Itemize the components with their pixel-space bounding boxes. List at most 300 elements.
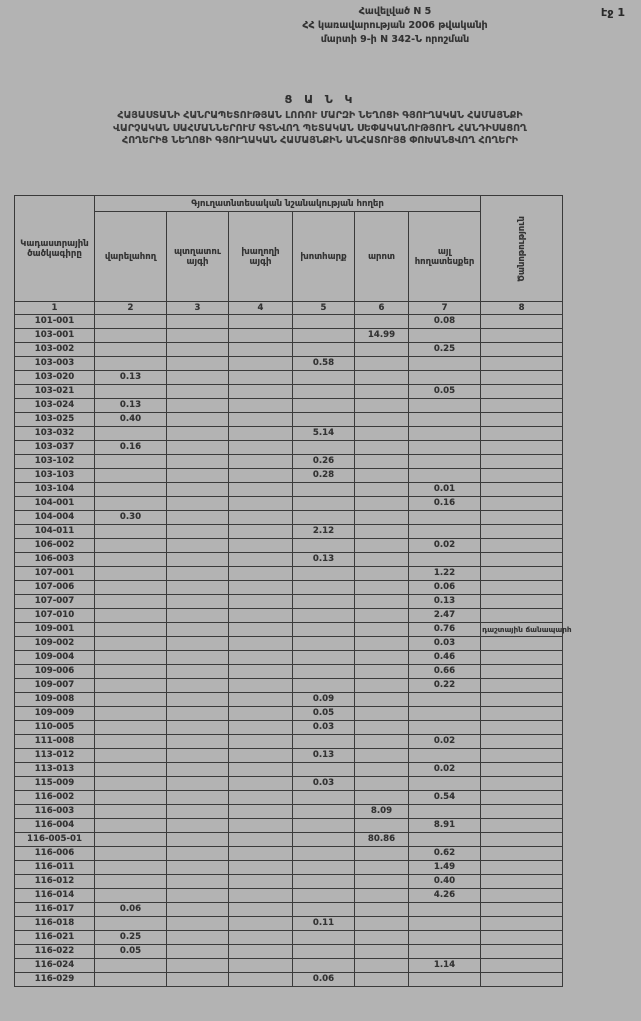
cell-other-lands: 0.22 (409, 679, 481, 693)
cell-note (481, 567, 563, 581)
cell-hayfield: 0.13 (293, 553, 355, 567)
cell-arable: 0.13 (95, 399, 167, 413)
cell-other-lands (409, 511, 481, 525)
column-number-row (15, 302, 563, 315)
cell-pasture (355, 357, 409, 371)
table-row (15, 917, 563, 931)
cell-note (481, 973, 563, 987)
cell-arable (95, 763, 167, 777)
cell-other-lands (409, 455, 481, 469)
cell-vineyard (229, 595, 293, 609)
cell-code: 116-006 (15, 847, 95, 861)
cell-arable: 0.13 (95, 371, 167, 385)
cell-orchard (167, 567, 229, 581)
cell-pasture (355, 735, 409, 749)
table-row (15, 441, 563, 455)
cell-vineyard (229, 581, 293, 595)
cell-other-lands (409, 357, 481, 371)
cell-code: 116-021 (15, 931, 95, 945)
cell-code: 103-102 (15, 455, 95, 469)
cell-note (481, 777, 563, 791)
cell-note (481, 931, 563, 945)
cell-vineyard (229, 889, 293, 903)
cell-note (481, 749, 563, 763)
cell-vineyard (229, 777, 293, 791)
cell-note (481, 483, 563, 497)
cell-hayfield (293, 833, 355, 847)
cell-orchard (167, 329, 229, 343)
cell-note (481, 441, 563, 455)
table-row (15, 329, 563, 343)
cell-note (481, 693, 563, 707)
cell-hayfield: 0.03 (293, 721, 355, 735)
cell-pasture (355, 917, 409, 931)
cell-hayfield (293, 329, 355, 343)
table-row (15, 931, 563, 945)
cell-arable (95, 357, 167, 371)
cell-arable (95, 777, 167, 791)
cell-code: 113-013 (15, 763, 95, 777)
column-number-3: 3 (167, 302, 229, 315)
appendix-header-line1: Հավելված N 5 (358, 6, 432, 17)
cell-orchard (167, 497, 229, 511)
cell-pasture (355, 455, 409, 469)
subheader-col-3: պտղատու այգի (167, 212, 229, 302)
cell-orchard (167, 679, 229, 693)
cell-other-lands (409, 693, 481, 707)
cell-pasture: 80.86 (355, 833, 409, 847)
cell-hayfield (293, 763, 355, 777)
cell-hayfield: 0.28 (293, 469, 355, 483)
table-row (15, 665, 563, 679)
cell-hayfield (293, 959, 355, 973)
cell-orchard (167, 847, 229, 861)
cell-orchard (167, 385, 229, 399)
table-row (15, 413, 563, 427)
cell-hayfield: 0.09 (293, 693, 355, 707)
cell-other-lands: 0.01 (409, 483, 481, 497)
cell-note (481, 497, 563, 511)
cell-code: 116-029 (15, 973, 95, 987)
header-note-rotated (481, 196, 563, 302)
cell-vineyard (229, 567, 293, 581)
cell-pasture (355, 651, 409, 665)
cell-code: 103-003 (15, 357, 95, 371)
cell-hayfield: 5.14 (293, 427, 355, 441)
table-row (15, 833, 563, 847)
cell-arable (95, 665, 167, 679)
table-row (15, 623, 563, 637)
cell-code: 103-020 (15, 371, 95, 385)
cell-vineyard (229, 847, 293, 861)
cell-arable (95, 721, 167, 735)
cell-note (481, 539, 563, 553)
cell-pasture (355, 553, 409, 567)
cell-pasture (355, 413, 409, 427)
cell-code: 107-001 (15, 567, 95, 581)
cell-note (481, 469, 563, 483)
cell-other-lands (409, 469, 481, 483)
cell-other-lands (409, 973, 481, 987)
cell-orchard (167, 693, 229, 707)
cell-pasture (355, 609, 409, 623)
cell-pasture (355, 623, 409, 637)
cell-orchard (167, 581, 229, 595)
cell-note (481, 889, 563, 903)
cell-code: 116-018 (15, 917, 95, 931)
cell-hayfield (293, 581, 355, 595)
cell-orchard (167, 945, 229, 959)
cell-note (481, 665, 563, 679)
cell-note (481, 791, 563, 805)
appendix-header-line2: ՀՀ կառավարության 2006 թվականի (302, 20, 488, 31)
cell-hayfield (293, 539, 355, 553)
cell-note (481, 721, 563, 735)
cell-orchard (167, 805, 229, 819)
cell-code: 116-005-01 (15, 833, 95, 847)
cell-orchard (167, 595, 229, 609)
cell-code: 109-007 (15, 679, 95, 693)
cell-vineyard (229, 861, 293, 875)
table-row (15, 483, 563, 497)
column-number-2: 2 (95, 302, 167, 315)
cell-hayfield: 0.03 (293, 777, 355, 791)
cell-vineyard (229, 469, 293, 483)
cell-other-lands (409, 525, 481, 539)
cell-other-lands: 0.16 (409, 497, 481, 511)
cell-other-lands (409, 399, 481, 413)
table-row (15, 497, 563, 511)
cell-orchard (167, 511, 229, 525)
cell-arable (95, 609, 167, 623)
cell-arable (95, 427, 167, 441)
cell-other-lands: 0.03 (409, 637, 481, 651)
cell-orchard (167, 357, 229, 371)
cell-arable (95, 693, 167, 707)
cell-arable (95, 553, 167, 567)
cell-arable (95, 735, 167, 749)
cell-other-lands: 0.05 (409, 385, 481, 399)
cell-note (481, 903, 563, 917)
cell-pasture (355, 497, 409, 511)
cell-arable (95, 497, 167, 511)
cell-pasture (355, 441, 409, 455)
cell-arable: 0.25 (95, 931, 167, 945)
table-row (15, 749, 563, 763)
cell-orchard (167, 889, 229, 903)
cell-hayfield: 0.05 (293, 707, 355, 721)
table-row (15, 357, 563, 371)
subtitle-line2: ՎԱՐՉԱԿԱՆ ՍԱՀՄԱՆՆԵՐՈՒՄ ԳՏՆՎՈՂ ՊԵՏԱԿԱՆ ՍԵՓԱԿԱՆՈՒԹՅՈՒՆ ՀԱՆԴԻՍԱՑՈՂ (113, 122, 527, 134)
cell-hayfield (293, 343, 355, 357)
subheader-col-6: արոտ (355, 212, 409, 302)
cell-other-lands (409, 371, 481, 385)
table-row (15, 315, 563, 329)
table-row (15, 889, 563, 903)
cell-pasture (355, 427, 409, 441)
cell-other-lands: 0.76 (409, 623, 481, 637)
cell-vineyard (229, 637, 293, 651)
cell-code: 109-001 (15, 623, 95, 637)
cell-other-lands: 1.22 (409, 567, 481, 581)
cell-note (481, 735, 563, 749)
cell-code: 109-004 (15, 651, 95, 665)
cell-code: 103-001 (15, 329, 95, 343)
table-row (15, 819, 563, 833)
cell-hayfield: 0.06 (293, 973, 355, 987)
cell-vineyard (229, 819, 293, 833)
cell-arable (95, 819, 167, 833)
table-row (15, 637, 563, 651)
cell-orchard (167, 623, 229, 637)
cell-arable: 0.40 (95, 413, 167, 427)
cell-note (481, 455, 563, 469)
cell-arable (95, 875, 167, 889)
table-row (15, 595, 563, 609)
cell-hayfield (293, 483, 355, 497)
cell-pasture: 8.09 (355, 805, 409, 819)
cell-other-lands: 8.91 (409, 819, 481, 833)
cell-vineyard (229, 931, 293, 945)
cell-note (481, 315, 563, 329)
column-number-4: 4 (229, 302, 293, 315)
cell-code: 107-007 (15, 595, 95, 609)
cell-code: 103-025 (15, 413, 95, 427)
cell-pasture (355, 483, 409, 497)
table-row (15, 959, 563, 973)
cell-note (481, 525, 563, 539)
cell-pasture (355, 525, 409, 539)
table-row (15, 721, 563, 735)
cell-pasture (355, 777, 409, 791)
cell-vineyard (229, 385, 293, 399)
cell-other-lands: 0.25 (409, 343, 481, 357)
cell-pasture (355, 315, 409, 329)
cell-pasture (355, 707, 409, 721)
cell-other-lands (409, 777, 481, 791)
cell-arable (95, 623, 167, 637)
table-row (15, 385, 563, 399)
table-row (15, 343, 563, 357)
cell-hayfield (293, 385, 355, 399)
cell-vineyard (229, 945, 293, 959)
cell-other-lands: 0.62 (409, 847, 481, 861)
cell-vineyard (229, 511, 293, 525)
cell-note (481, 399, 563, 413)
cell-orchard (167, 371, 229, 385)
cell-vineyard (229, 483, 293, 497)
cell-arable (95, 525, 167, 539)
cell-code: 106-003 (15, 553, 95, 567)
cell-pasture (355, 595, 409, 609)
cell-pasture (355, 637, 409, 651)
cell-note (481, 651, 563, 665)
cell-note (481, 385, 563, 399)
cell-other-lands (409, 553, 481, 567)
cell-arable (95, 567, 167, 581)
cell-vineyard (229, 539, 293, 553)
cell-note (481, 847, 563, 861)
cell-pasture (355, 679, 409, 693)
cell-pasture (355, 819, 409, 833)
cell-hayfield (293, 889, 355, 903)
table-row (15, 679, 563, 693)
table-row (15, 511, 563, 525)
cell-hayfield (293, 511, 355, 525)
cell-pasture (355, 875, 409, 889)
cell-vineyard (229, 357, 293, 371)
cell-note (481, 427, 563, 441)
cell-other-lands (409, 917, 481, 931)
cell-hayfield (293, 805, 355, 819)
cell-arable (95, 889, 167, 903)
cell-arable (95, 343, 167, 357)
column-number-6: 6 (355, 302, 409, 315)
cell-code: 116-017 (15, 903, 95, 917)
cell-pasture (355, 973, 409, 987)
cell-code: 116-014 (15, 889, 95, 903)
cell-orchard (167, 609, 229, 623)
cell-vineyard (229, 679, 293, 693)
cell-hayfield: 2.12 (293, 525, 355, 539)
cell-other-lands (409, 441, 481, 455)
cell-note: դաշտային ճանապարհ (481, 623, 563, 637)
cell-orchard (167, 819, 229, 833)
cell-hayfield (293, 567, 355, 581)
cell-vineyard (229, 623, 293, 637)
cell-vineyard (229, 665, 293, 679)
cell-code: 109-002 (15, 637, 95, 651)
cell-note (481, 833, 563, 847)
cell-code: 103-002 (15, 343, 95, 357)
cell-orchard (167, 455, 229, 469)
cell-vineyard (229, 413, 293, 427)
cell-other-lands (409, 805, 481, 819)
cell-arable (95, 651, 167, 665)
table-row (15, 805, 563, 819)
cell-pasture (355, 791, 409, 805)
table-row (15, 651, 563, 665)
cell-other-lands (409, 931, 481, 945)
cell-hayfield (293, 875, 355, 889)
cell-code: 116-003 (15, 805, 95, 819)
table-row (15, 861, 563, 875)
cell-arable (95, 973, 167, 987)
subheader-col-5: խոտհարք (293, 212, 355, 302)
cell-other-lands (409, 749, 481, 763)
cell-orchard (167, 777, 229, 791)
cell-vineyard (229, 497, 293, 511)
cell-hayfield: 0.58 (293, 357, 355, 371)
cell-vineyard (229, 427, 293, 441)
cell-orchard (167, 707, 229, 721)
document-title: Ց Ա Ն Կ (284, 93, 357, 106)
cell-orchard (167, 637, 229, 651)
header-cadastral-code: Կադաստրային ծածկագիրը (15, 196, 95, 302)
cell-code: 111-008 (15, 735, 95, 749)
cell-other-lands (409, 329, 481, 343)
cell-arable (95, 959, 167, 973)
cell-code: 113-012 (15, 749, 95, 763)
column-number-5: 5 (293, 302, 355, 315)
cell-arable (95, 833, 167, 847)
cell-code: 109-009 (15, 707, 95, 721)
cell-arable (95, 637, 167, 651)
cell-hayfield (293, 497, 355, 511)
table-row (15, 847, 563, 861)
table-row (15, 763, 563, 777)
cell-code: 104-011 (15, 525, 95, 539)
cell-other-lands: 1.49 (409, 861, 481, 875)
cell-other-lands: 0.40 (409, 875, 481, 889)
cell-vineyard (229, 371, 293, 385)
cell-pasture (355, 903, 409, 917)
cell-orchard (167, 427, 229, 441)
cell-orchard (167, 931, 229, 945)
cell-hayfield (293, 679, 355, 693)
cell-pasture (355, 721, 409, 735)
cell-code: 107-006 (15, 581, 95, 595)
cell-other-lands (409, 945, 481, 959)
table-row (15, 973, 563, 987)
cell-code: 103-021 (15, 385, 95, 399)
appendix-header-line3: մարտի 9-ի N 342-Ն որոշման (320, 34, 470, 45)
cell-arable (95, 329, 167, 343)
subheader-col-2: վարելահող (95, 212, 167, 302)
cell-note (481, 679, 563, 693)
cell-code: 101-001 (15, 315, 95, 329)
cell-vineyard (229, 651, 293, 665)
cell-note (481, 343, 563, 357)
cell-code: 103-024 (15, 399, 95, 413)
table-row (15, 693, 563, 707)
table-row (15, 371, 563, 385)
table-row (15, 903, 563, 917)
cell-hayfield (293, 665, 355, 679)
cell-orchard (167, 441, 229, 455)
cell-hayfield (293, 441, 355, 455)
cell-other-lands: 4.26 (409, 889, 481, 903)
cell-other-lands (409, 721, 481, 735)
cell-pasture (355, 847, 409, 861)
subtitle-line3: ՀՈՂԵՐԻՑ ՆԵՂՈՑԻ ԳՅՈՒՂԱԿԱՆ ՀԱՄԱՅՆՔԻՆ ԱՆՀԱՏՈՒՅՑ ՓՈԽԱՆՑՎՈՂ ՀՈՂԵՐԻ (122, 135, 518, 146)
table-row (15, 707, 563, 721)
cell-vineyard (229, 735, 293, 749)
cell-hayfield (293, 791, 355, 805)
cell-vineyard (229, 329, 293, 343)
cell-code: 116-004 (15, 819, 95, 833)
cell-other-lands (409, 413, 481, 427)
cell-note (481, 637, 563, 651)
subheader-col-4: խաղողի այգի (229, 212, 293, 302)
cell-arable (95, 539, 167, 553)
cell-other-lands: 0.02 (409, 763, 481, 777)
cell-note (481, 959, 563, 973)
cell-note (481, 371, 563, 385)
cell-code: 116-002 (15, 791, 95, 805)
cell-orchard (167, 553, 229, 567)
cell-note (481, 945, 563, 959)
cell-hayfield (293, 623, 355, 637)
document-subtitle (10, 110, 630, 148)
cell-vineyard (229, 833, 293, 847)
cell-pasture (355, 861, 409, 875)
cell-note (481, 553, 563, 567)
cell-pasture (355, 763, 409, 777)
cell-code: 103-037 (15, 441, 95, 455)
cell-hayfield (293, 847, 355, 861)
cell-orchard (167, 721, 229, 735)
